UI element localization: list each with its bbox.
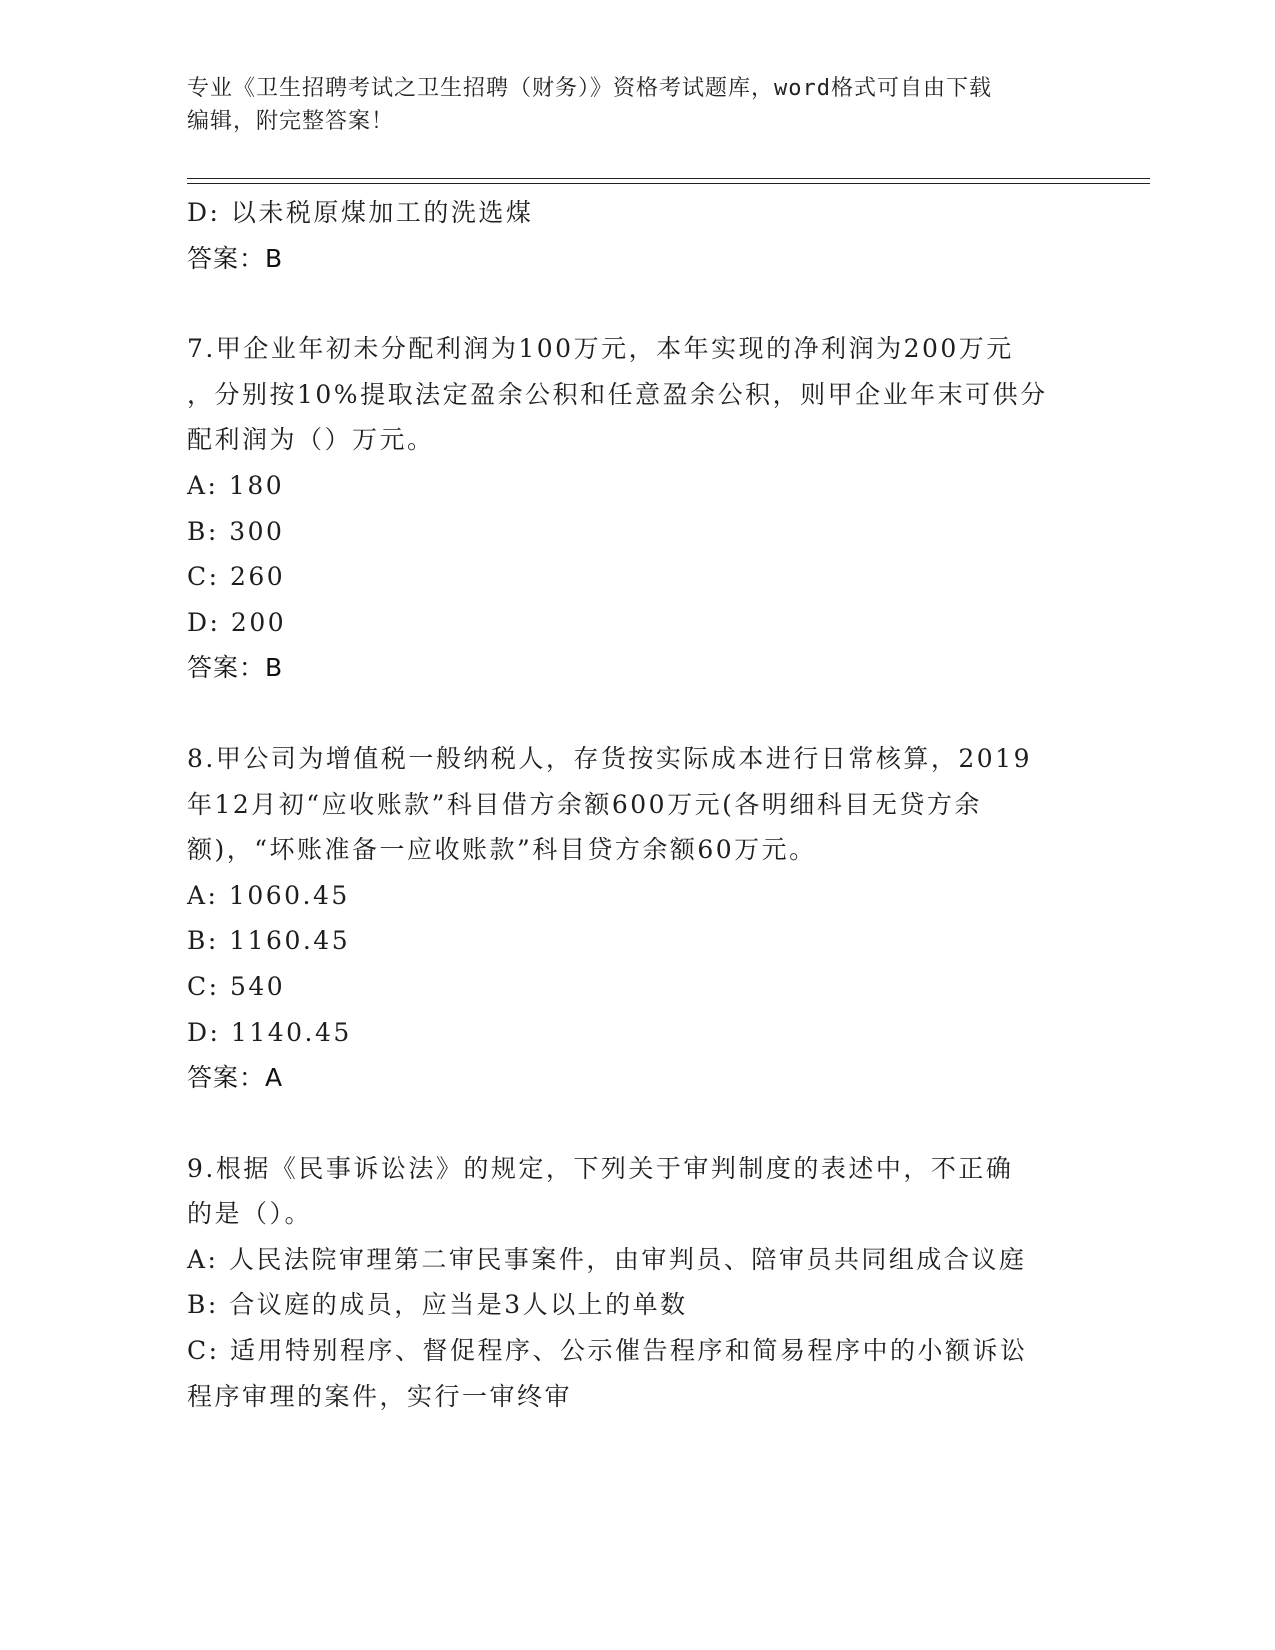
q8-option-a: A: 1060.45 bbox=[187, 880, 350, 910]
question-content bbox=[187, 190, 1087, 1419]
q8-stem-line-2: 年12月初“应收账款”科目借方余额600万元(各明细科目无贷方余 bbox=[187, 789, 982, 819]
q9-option-c-line-1: C: 适用特别程序、督促程序、公示催告程序和简易程序中的小额诉讼 bbox=[187, 1336, 1028, 1366]
q6-answer: 答案：B bbox=[187, 243, 284, 273]
q7-stem-line-1: 7.甲企业年初未分配利润为100万元，本年实现的净利润为200万元 bbox=[187, 334, 1014, 364]
q7-option-a: A: 180 bbox=[187, 470, 285, 500]
spacer bbox=[187, 691, 1087, 736]
q6-option-d: D: 以未税原煤加工的洗选煤 bbox=[187, 198, 534, 227]
q7-option-b: B: 300 bbox=[187, 516, 285, 546]
q8-stem-line-1: 8.甲公司为增值税一般纳税人，存货按实际成本进行日常核算，2019 bbox=[187, 743, 1032, 773]
spacer bbox=[187, 281, 1087, 326]
q8-answer: 答案：A bbox=[187, 1063, 284, 1093]
q9-stem-line-2: 的是（）。 bbox=[187, 1199, 313, 1229]
q9-option-a: A: 人民法院审理第二审民事案件，由审判员、陪审员共同组成合议庭 bbox=[187, 1244, 1027, 1274]
q9-option-c-line-2: 程序审理的案件，实行一审终审 bbox=[187, 1381, 573, 1411]
q7-stem-line-2: ，分别按10%提取法定盈余公积和任意盈余公积，则甲企业年末可供分 bbox=[187, 379, 1048, 409]
question-8 bbox=[187, 736, 1087, 1101]
question-7 bbox=[187, 326, 1087, 691]
q7-answer: 答案：B bbox=[187, 653, 284, 683]
q8-option-d: D: 1140.45 bbox=[187, 1017, 352, 1047]
question-9 bbox=[187, 1146, 1087, 1420]
q7-stem-line-3: 配利润为（）万元。 bbox=[187, 425, 435, 455]
header-line-2: 编辑，附完整答案！ bbox=[187, 109, 395, 134]
header-divider-bottom bbox=[187, 183, 1150, 184]
document-header bbox=[187, 72, 1087, 138]
q8-stem-line-3: 额)，“坏账准备一应收账款”科目贷方余额60万元。 bbox=[187, 835, 817, 865]
spacer bbox=[187, 1101, 1087, 1146]
q9-option-b: B: 合议庭的成员，应当是3人以上的单数 bbox=[187, 1290, 688, 1320]
q8-option-c: C: 540 bbox=[187, 971, 286, 1001]
header-line-1: 专业《卫生招聘考试之卫生招聘（财务）》资格考试题库，word格式可自由下载 bbox=[187, 76, 992, 101]
q9-stem-line-1: 9.根据《民事诉讼法》的规定，下列关于审判制度的表述中，不正确 bbox=[187, 1153, 1014, 1183]
header-divider-top bbox=[187, 178, 1150, 179]
q8-option-b: B: 1160.45 bbox=[187, 926, 351, 956]
q7-option-d: D: 200 bbox=[187, 607, 287, 637]
q7-option-c: C: 260 bbox=[187, 562, 286, 592]
